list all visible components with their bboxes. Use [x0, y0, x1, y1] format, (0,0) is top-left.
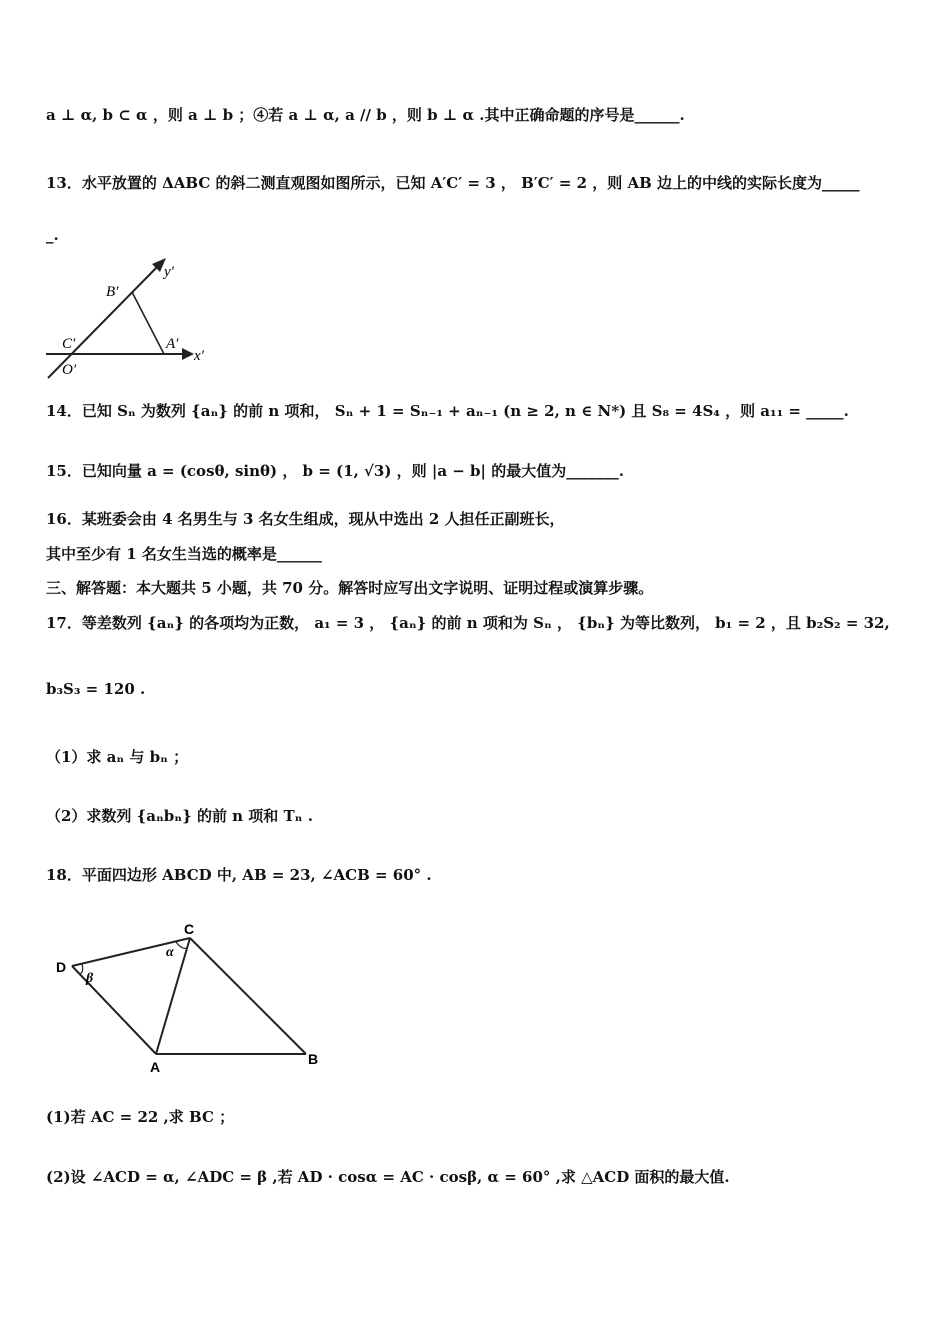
segment-c-b — [190, 938, 306, 1054]
angle-alpha-arc — [176, 942, 187, 948]
question-15: 15．已知向量 a = (cosθ, sinθ) ， b = (1, √3) ，则 |a − b| 的最大值为_______. — [46, 462, 624, 480]
question-17-part-1: （1）求 aₙ 与 bₙ ； — [46, 748, 189, 766]
figure-13-oblique-view — [40, 254, 220, 382]
question-17-condition: b₃S₃ = 120 . — [46, 680, 146, 698]
label-y-prime: y′ — [164, 264, 174, 280]
segment-d-a — [72, 966, 156, 1054]
label-c-prime: C′ — [62, 336, 76, 352]
x-axis-arrow-icon — [182, 348, 194, 360]
question-17-part-2: （2）求数列 {aₙbₙ} 的前 n 项和 Tₙ . — [46, 807, 313, 825]
figure-18-quadrilateral — [50, 918, 330, 1078]
question-18-part-1: (1)若 AC = 22 ,求 BC ； — [46, 1108, 235, 1126]
label-b: B — [308, 1051, 319, 1067]
question-18: 18．平面四边形 ABCD 中, AB = 23, ∠ACB = 60° . — [46, 866, 432, 884]
label-c: C — [184, 921, 195, 937]
label-a-prime: A′ — [166, 336, 179, 352]
segment-b-a — [132, 292, 164, 354]
label-a: A — [150, 1059, 161, 1075]
line-prev-question-tail: a ⊥ α, b ⊂ α ，则 a ⊥ b ；④若 a ⊥ α, a // b ，则 b ⊥ α .其中正确命题的序号是______. — [46, 106, 685, 124]
label-x-prime: x′ — [194, 348, 204, 364]
question-13-blank-tail: _. — [46, 226, 59, 244]
question-16-line-2: 其中至少有 1 名女生当选的概率是______ — [46, 545, 322, 563]
label-b-prime: B′ — [106, 284, 119, 300]
question-13: 13．水平放置的 ΔABC 的斜二测直观图如图所示，已知 A′C′ = 3 ， B′C′ = 2 ，则 AB 边上的中线的实际长度为_____ — [46, 174, 860, 192]
question-17: 17．等差数列 {aₙ} 的各项均为正数， a₁ = 3 ， {aₙ} 的前 n 项和为 Sₙ ， {bₙ} 为等比数列， b₁ = 2 ，且 b₂S₂ = 32, — [46, 614, 890, 632]
question-14: 14．已知 Sₙ 为数列 {aₙ} 的前 n 项和， Sₙ + 1 = Sₙ₋₁ + aₙ₋₁ (n ≥ 2, n ∈ N*) 且 S₈ = 4S₄ ，则 a₁₁ = _____. — [46, 402, 849, 420]
angle-beta-arc — [80, 964, 83, 974]
question-18-part-2: (2)设 ∠ACD = α, ∠ADC = β ,若 AD · cosα = AC · cosβ, α = 60° ,求 △ACD 面积的最大值. — [46, 1168, 730, 1186]
y-axis-line — [48, 264, 160, 378]
section-3-heading: 三、解答题：本大题共 5 小题，共 70 分。解答时应写出文字说明、证明过程或演算步骤。 — [46, 579, 654, 597]
label-d: D — [56, 959, 67, 975]
question-16-line-1: 16．某班委会由 4 名男生与 3 名女生组成，现从中选出 2 人担任正副班长， — [46, 510, 565, 528]
label-o-prime: O′ — [62, 362, 77, 378]
label-beta: β — [86, 971, 94, 986]
label-alpha: α — [166, 945, 174, 960]
